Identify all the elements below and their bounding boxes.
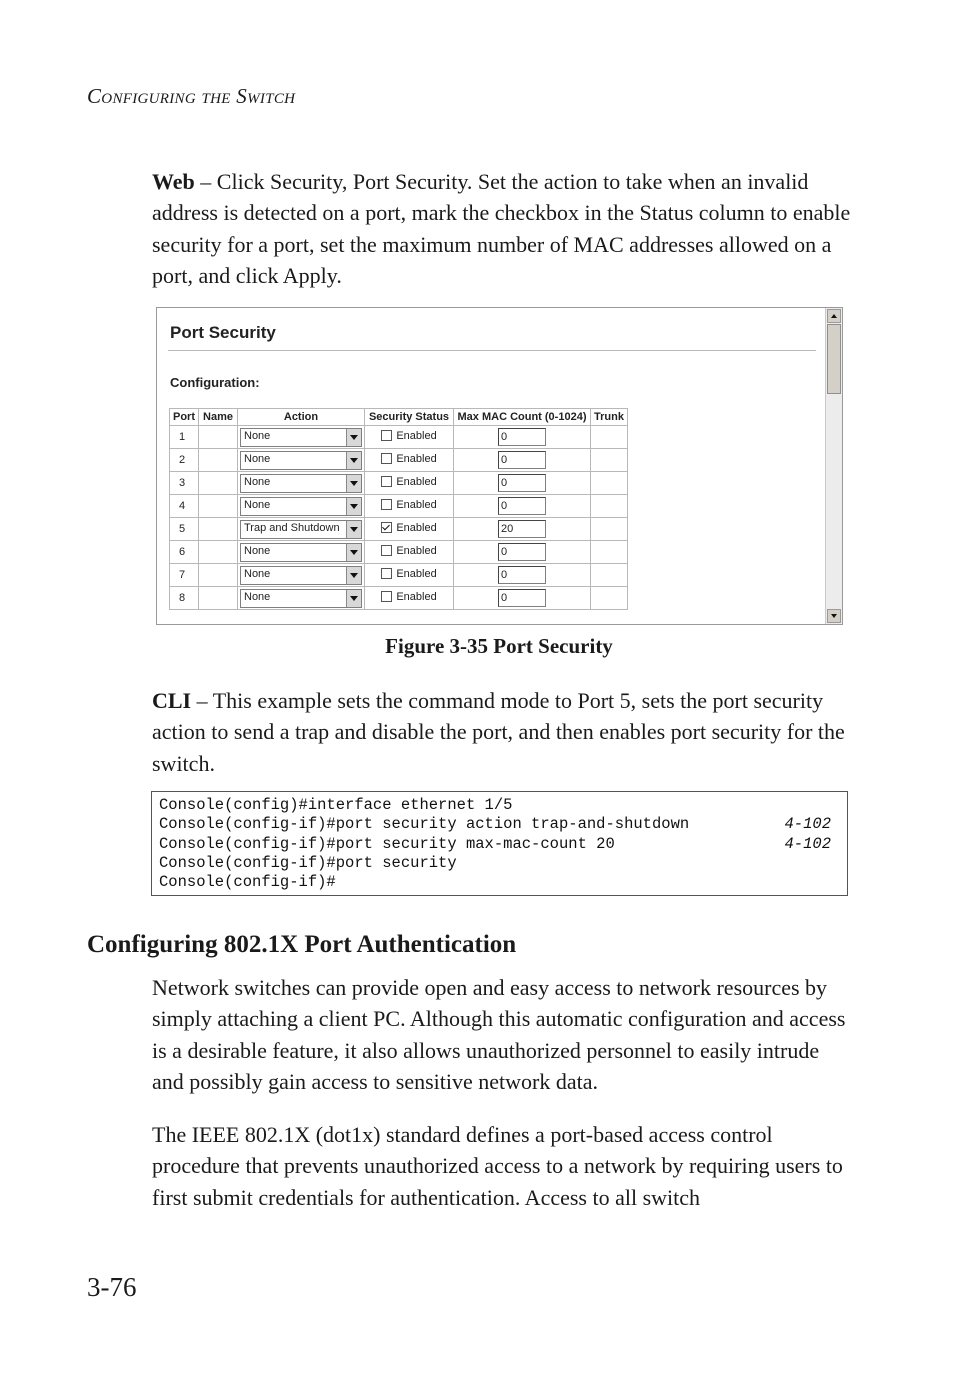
table-header-row (170, 409, 628, 426)
table-row (170, 495, 628, 518)
enabled-label: Enabled (396, 498, 437, 511)
chevron-down-icon[interactable] (346, 544, 361, 561)
body-paragraph-2: The IEEE 802.1X (dot1x) standard defines a port-based access control procedure that prevents unauthorized access to a network by requiring users to first submit credentials for authentication. Access to all switch (152, 1122, 843, 1210)
action-cell (238, 426, 365, 449)
trunk-cell (591, 518, 628, 541)
action-select-value: None (244, 429, 271, 442)
action-select-value: None (244, 475, 271, 488)
action-cell (238, 541, 365, 564)
chevron-down-icon[interactable] (346, 498, 361, 515)
status-checkbox-wrap[interactable] (381, 476, 436, 488)
status-cell (365, 518, 454, 541)
running-head: Configuring the Switch (87, 84, 296, 108)
chevron-down-icon[interactable] (346, 521, 361, 538)
web-paragraph (152, 166, 852, 291)
status-cell (365, 541, 454, 564)
section-heading: Configuring 802.1X Port Authentication (87, 931, 517, 958)
enabled-label: Enabled (396, 429, 437, 442)
status-checkbox-wrap[interactable] (381, 568, 436, 580)
name-cell (199, 541, 238, 564)
action-select[interactable] (240, 474, 362, 493)
panel-title: Port Security (170, 323, 276, 342)
max-mac-cell (454, 541, 591, 564)
scroll-thumb[interactable] (827, 324, 841, 394)
action-select[interactable] (240, 566, 362, 585)
enabled-checkbox[interactable] (381, 476, 392, 487)
web-text: – Click Security, Port Security. Set the action to take when an invalid address is detected on a port, mark the checkbox in the Status column to enable security for a port, set the maximum number of MAC addresses allowed on a port, and click Apply. (152, 169, 851, 288)
action-cell (238, 449, 365, 472)
action-select-value: Trap and Shutdown (244, 521, 340, 534)
web-lead: Web (152, 169, 195, 194)
max-mac-cell (454, 426, 591, 449)
status-checkbox-wrap[interactable] (381, 591, 436, 603)
status-checkbox-wrap[interactable] (381, 522, 436, 534)
max-mac-cell (454, 495, 591, 518)
action-cell (238, 472, 365, 495)
action-select-value: None (244, 544, 271, 557)
code-line: Console(config-if)#port security (159, 853, 457, 872)
col-security-status: Security Status (365, 409, 454, 426)
cli-code-block (151, 791, 848, 896)
enabled-label: Enabled (396, 452, 437, 465)
code-line: Console(config-if)#port security max-mac-count 20 (159, 834, 615, 853)
max-mac-cell (454, 518, 591, 541)
chevron-down-icon[interactable] (346, 475, 361, 492)
table-row (170, 587, 628, 610)
body-paragraph-1: Network switches can provide open and easy access to network resources by simply attaching a client PC. Although this automatic configuration and access is a desirable feature, it also allows unauthorized personnel to easily intrude and possibly gain access to sensitive network data. (152, 975, 846, 1094)
code-line: Console(config-if)#port security action trap-and-shutdown (159, 815, 690, 834)
code-page-reference: 4-102 (784, 815, 831, 834)
status-cell (365, 426, 454, 449)
enabled-label: Enabled (396, 590, 437, 603)
vertical-scrollbar[interactable] (825, 308, 842, 624)
max-mac-cell (454, 472, 591, 495)
port-cell: 2 (170, 449, 199, 472)
max-mac-cell (454, 587, 591, 610)
max-mac-count-input[interactable]: 0 (498, 589, 546, 607)
action-cell (238, 587, 365, 610)
trunk-cell (591, 587, 628, 610)
enabled-checkbox[interactable] (381, 545, 392, 556)
trunk-cell (591, 426, 628, 449)
action-select-value: None (244, 567, 271, 580)
status-cell (365, 472, 454, 495)
col-name: Name (199, 409, 238, 426)
table-row (170, 472, 628, 495)
title-divider (168, 350, 816, 351)
port-cell: 8 (170, 587, 199, 610)
status-checkbox-wrap[interactable] (381, 430, 436, 442)
enabled-checkbox[interactable] (381, 591, 392, 602)
port-cell: 3 (170, 472, 199, 495)
action-select[interactable] (240, 497, 362, 516)
port-cell: 7 (170, 564, 199, 587)
cli-lead: CLI (152, 688, 192, 713)
enabled-label: Enabled (396, 521, 437, 534)
action-select-value: None (244, 452, 271, 465)
chevron-down-icon[interactable] (346, 429, 361, 446)
action-cell (238, 564, 365, 587)
scroll-down-arrow-icon[interactable] (827, 609, 841, 623)
enabled-label: Enabled (396, 475, 437, 488)
cli-text: – This example sets the command mode to Port 5, sets the port security action to send a trap and disable the port, and then enables port security for the switch. (152, 688, 845, 776)
trunk-cell (591, 495, 628, 518)
name-cell (199, 495, 238, 518)
port-cell: 5 (170, 518, 199, 541)
action-select[interactable] (240, 520, 362, 539)
enabled-checkbox[interactable] (381, 453, 392, 464)
max-mac-count-input[interactable]: 0 (498, 451, 546, 469)
enabled-checkbox[interactable] (381, 568, 392, 579)
trunk-cell (591, 472, 628, 495)
name-cell (199, 587, 238, 610)
name-cell (199, 449, 238, 472)
port-cell: 4 (170, 495, 199, 518)
action-select-value: None (244, 590, 271, 603)
chevron-down-icon[interactable] (346, 590, 361, 607)
col-trunk: Trunk (591, 409, 628, 426)
trunk-cell (591, 541, 628, 564)
code-line: Console(config)#interface ethernet 1/5 (159, 796, 513, 814)
max-mac-count-input[interactable]: 20 (498, 520, 546, 538)
port-security-table (169, 408, 628, 610)
name-cell (199, 564, 238, 587)
action-select[interactable] (240, 428, 362, 447)
port-cell: 6 (170, 541, 199, 564)
max-mac-cell (454, 564, 591, 587)
status-cell (365, 564, 454, 587)
table-row (170, 426, 628, 449)
name-cell (199, 472, 238, 495)
action-cell (238, 495, 365, 518)
enabled-checkbox[interactable] (381, 522, 392, 533)
table-row (170, 564, 628, 587)
status-cell (365, 495, 454, 518)
table-row (170, 541, 628, 564)
trunk-cell (591, 564, 628, 587)
status-cell (365, 587, 454, 610)
max-mac-count-input[interactable]: 0 (498, 566, 546, 584)
scroll-up-arrow-icon[interactable] (827, 309, 841, 323)
enabled-label: Enabled (396, 544, 437, 557)
table-row (170, 449, 628, 472)
panel-subtitle: Configuration: (170, 375, 260, 390)
enabled-label: Enabled (396, 567, 437, 580)
max-mac-count-input[interactable]: 0 (498, 428, 546, 446)
status-cell (365, 449, 454, 472)
status-checkbox-wrap[interactable] (381, 545, 436, 557)
chevron-down-icon[interactable] (346, 452, 361, 469)
status-checkbox-wrap[interactable] (381, 499, 436, 511)
max-mac-cell (454, 449, 591, 472)
page-number: 3-76 (87, 1272, 137, 1302)
action-select[interactable] (240, 451, 362, 470)
figure-caption: Figure 3-35 Port Security (385, 634, 613, 658)
cli-paragraph (152, 685, 852, 779)
port-cell: 1 (170, 426, 199, 449)
col-action: Action (238, 409, 365, 426)
port-security-screenshot (156, 307, 843, 625)
action-select[interactable] (240, 589, 362, 608)
col-port: Port (170, 409, 199, 426)
chevron-down-icon[interactable] (346, 567, 361, 584)
action-cell (238, 518, 365, 541)
status-checkbox-wrap[interactable] (381, 453, 436, 465)
name-cell (199, 518, 238, 541)
enabled-checkbox[interactable] (381, 430, 392, 441)
max-mac-count-input[interactable]: 0 (498, 474, 546, 492)
code-page-reference: 4-102 (784, 834, 831, 853)
code-line: Console(config-if)# (159, 873, 336, 892)
name-cell (199, 426, 238, 449)
action-select[interactable] (240, 543, 362, 562)
max-mac-count-input[interactable]: 0 (498, 543, 546, 561)
action-select-value: None (244, 498, 271, 511)
col-max-mac-count: Max MAC Count (0-1024) (454, 409, 591, 426)
table-row (170, 518, 628, 541)
max-mac-count-input[interactable]: 0 (498, 497, 546, 515)
trunk-cell (591, 449, 628, 472)
enabled-checkbox[interactable] (381, 499, 392, 510)
